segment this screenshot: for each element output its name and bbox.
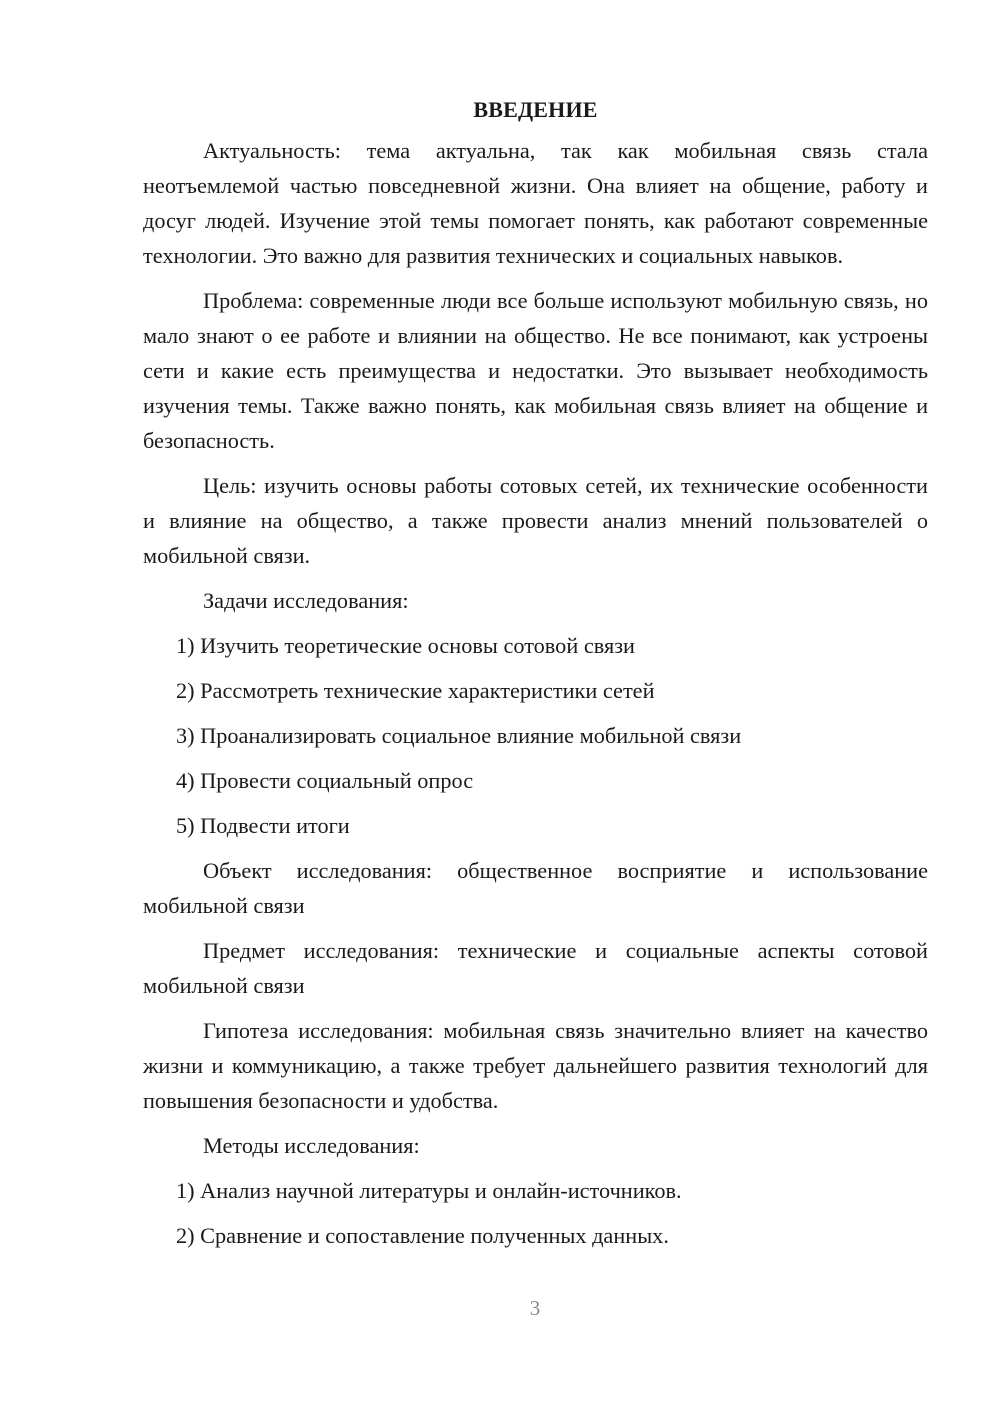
methods-list <box>143 1173 928 1253</box>
section-title: ВВЕДЕНИЕ <box>473 97 598 122</box>
relevance-paragraph: Актуальность: тема актуальна, так как мобильная связь стала неотъемлемой частью повседневной жизни. Она влияет на общение, работу и досуг людей. Изучение этой темы помогает понять, как работают современные технологии. Это важно для развития технических и социальных навыков. <box>143 138 928 268</box>
goal-paragraph: Цель: изучить основы работы сотовых сетей, их технические особенности и влияние на общество, а также провести анализ мнений пользователей о мобильной связи. <box>143 473 928 568</box>
object-paragraph: Объект исследования: общественное восприятие и использование мобильной связи <box>143 858 928 918</box>
page-number: 3 <box>529 1296 541 1320</box>
method-item: 1) Анализ научной литературы и онлайн-источников. <box>176 1178 682 1203</box>
tasks-heading: Задачи исследования: <box>203 588 409 613</box>
task-item: 5) Подвести итоги <box>176 813 350 838</box>
task-item: 3) Проанализировать социальное влияние мобильной связи <box>176 723 742 748</box>
methods-heading: Методы исследования: <box>203 1133 420 1158</box>
hypothesis-paragraph: Гипотеза исследования: мобильная связь значительно влияет на качество жизни и коммуникацию, а также требует дальнейшего развития технологий для повышения безопасности и удобства. <box>143 1018 928 1113</box>
document-page <box>143 93 928 1263</box>
method-item: 2) Сравнение и сопоставление полученных данных. <box>176 1223 669 1248</box>
subject-paragraph: Предмет исследования: технические и социальные аспекты сотовой мобильной связи <box>143 938 928 998</box>
task-item: 2) Рассмотреть технические характеристики сетей <box>176 678 655 703</box>
tasks-list <box>143 628 928 843</box>
problem-paragraph: Проблема: современные люди все больше используют мобильную связь, но мало знают о ее работе и влиянии на общество. Не все понимают, как устроены сети и какие есть преимущества и недостатки. Это вызывает необходимость изучения темы. Также важно понять, как мобильная связь влияет на общение и безопасность. <box>143 288 928 453</box>
task-item: 1) Изучить теоретические основы сотовой связи <box>176 633 635 658</box>
task-item: 4) Провести социальный опрос <box>176 768 474 793</box>
